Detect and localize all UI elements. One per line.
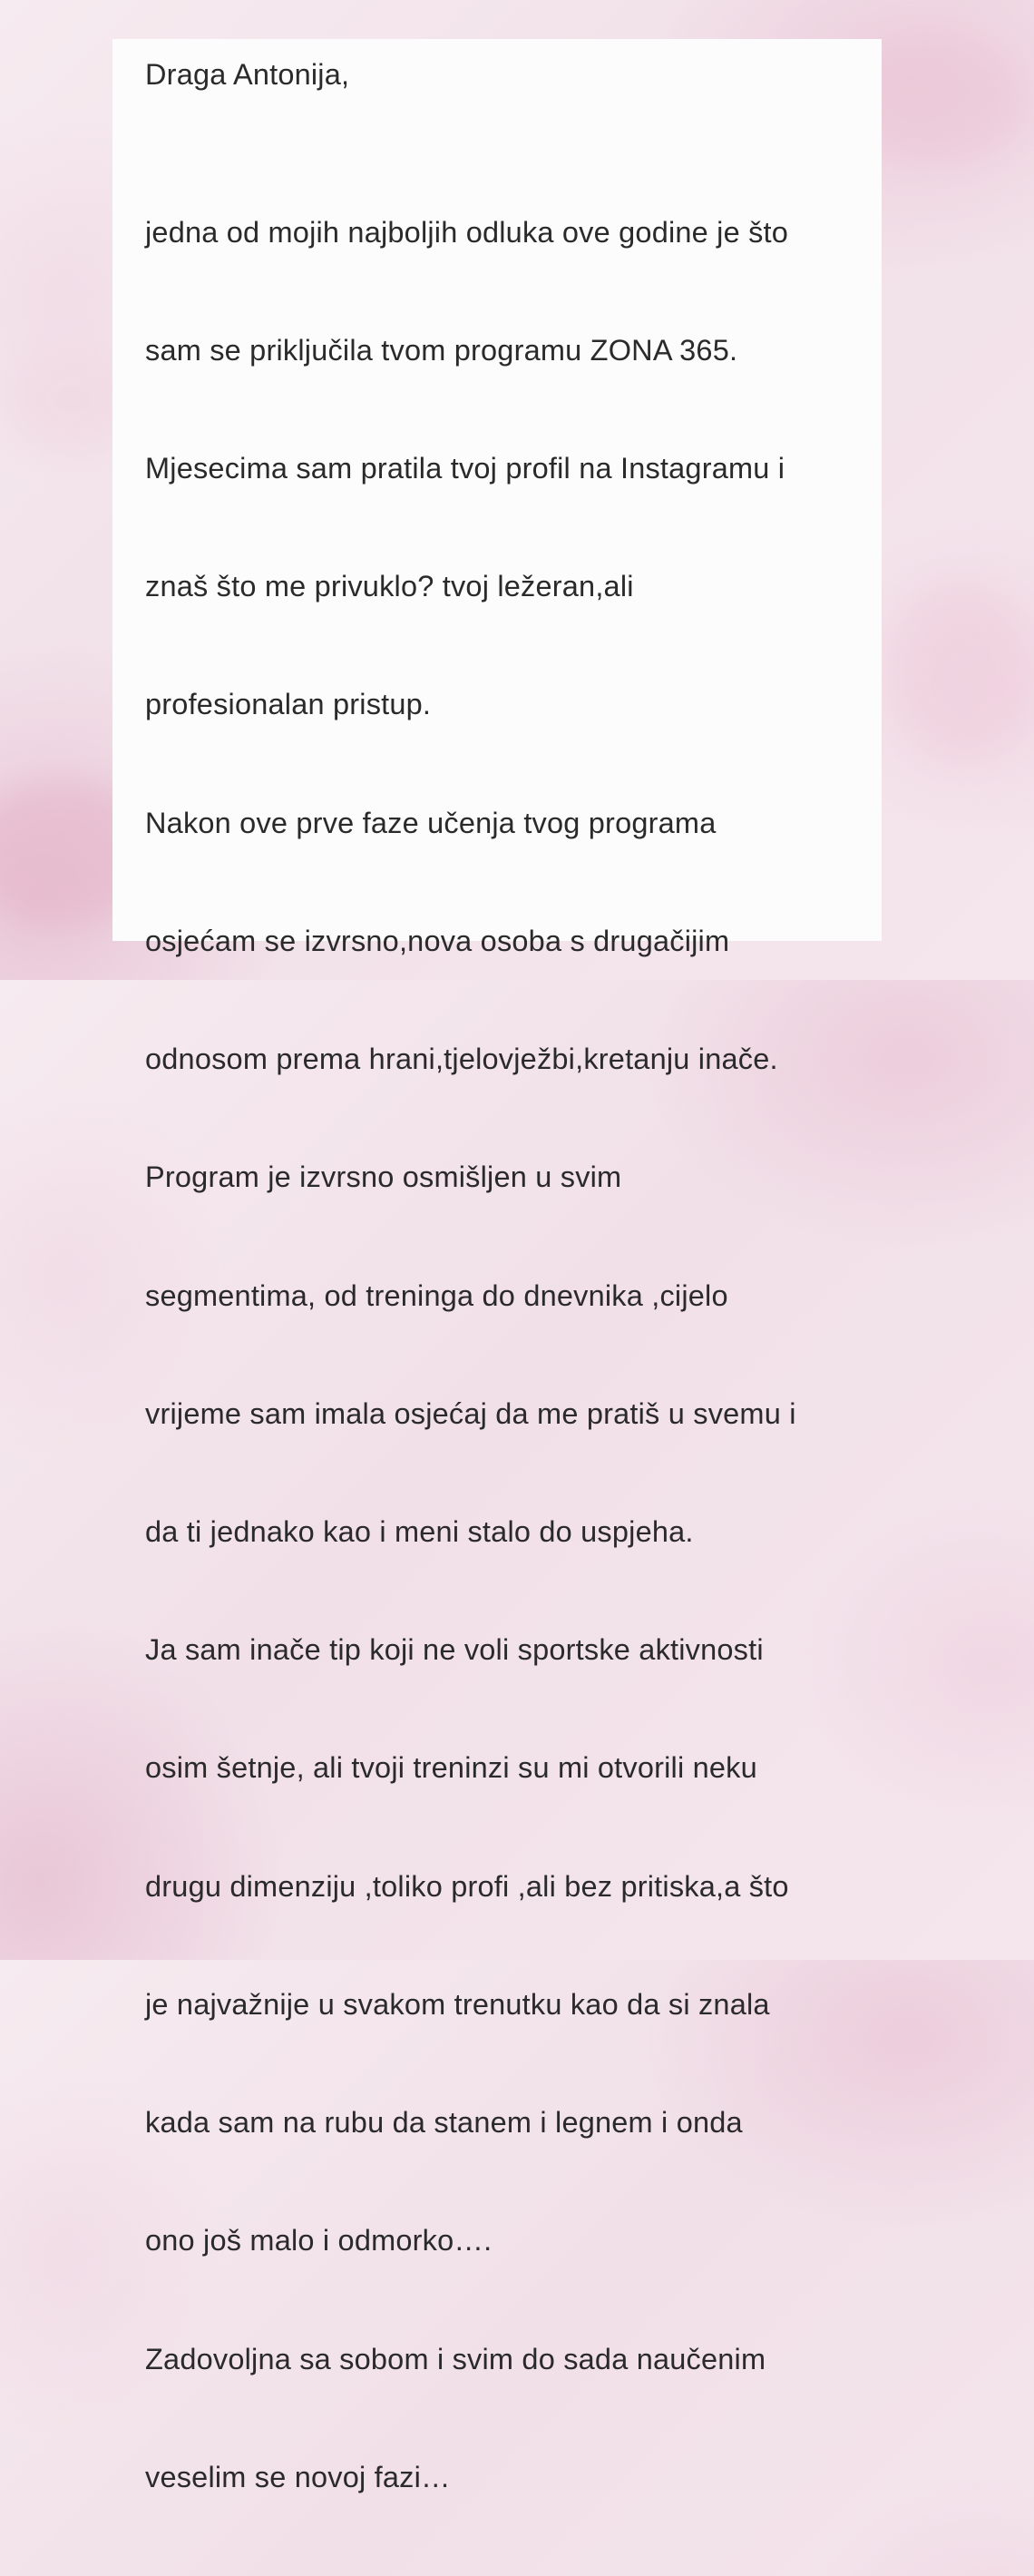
letter-line: segmentima, od treninga do dnevnika ,cijelo xyxy=(145,1278,728,1312)
letter-line: sam se priključila tvom programu ZONA 365. xyxy=(145,333,738,367)
letter-line: kada sam na rubu da stanem i legnem i onda xyxy=(145,2106,743,2140)
background-petal xyxy=(889,581,1034,762)
letter-line: Mjesecima sam pratila tvoj profil na Instagramu i xyxy=(145,452,785,485)
letter-card xyxy=(112,39,882,2493)
letter-line: profesionalan pristup. xyxy=(145,688,432,721)
letter-line: jedna od mojih najboljih odluka ove godine je što xyxy=(145,215,789,249)
letter-line: drugu dimenziju ,toliko profi ,ali bez pritiska,a što xyxy=(145,1869,789,1903)
letter-line: Program je izvrsno osmišljen u svim xyxy=(145,1161,622,1194)
letter-line: vrijeme sam imala osjećaj da me pratiš u svemu i xyxy=(145,1396,796,1430)
letter-line: Ja sam inače tip koji ne voli sportske aktivnosti xyxy=(145,1633,764,1667)
letter-line: da ti jednako kao i meni stalo do uspjeha. xyxy=(145,1515,694,1549)
letter-line: osjećam se izvrsno,nova osoba s drugačijim xyxy=(145,924,730,957)
letter-line: Zadovoljna sa sobom i svim do sada naučenim xyxy=(145,2342,766,2375)
letter-line: veselim se novoj fazi… xyxy=(145,2460,451,2493)
letter-line: ono još malo i odmorko…. xyxy=(145,2224,493,2258)
letter-line: znaš što me privuklo? tvoj ležeran,ali xyxy=(145,570,634,603)
letter-body xyxy=(145,134,854,2576)
letter-line: osim šetnje, ali tvoji treninzi su mi otvorili neku xyxy=(145,1751,757,1785)
letter-line: odnosom prema hrani,tjelovježbi,kretanju inače. xyxy=(145,1043,778,1076)
letter-line: Nakon ove prve faze učenja tvog programa xyxy=(145,806,717,839)
letter-greeting: Draga Antonija, xyxy=(145,58,350,91)
letter-line: je najvažnije u svakom trenutku kao da si znala xyxy=(145,1987,770,2021)
